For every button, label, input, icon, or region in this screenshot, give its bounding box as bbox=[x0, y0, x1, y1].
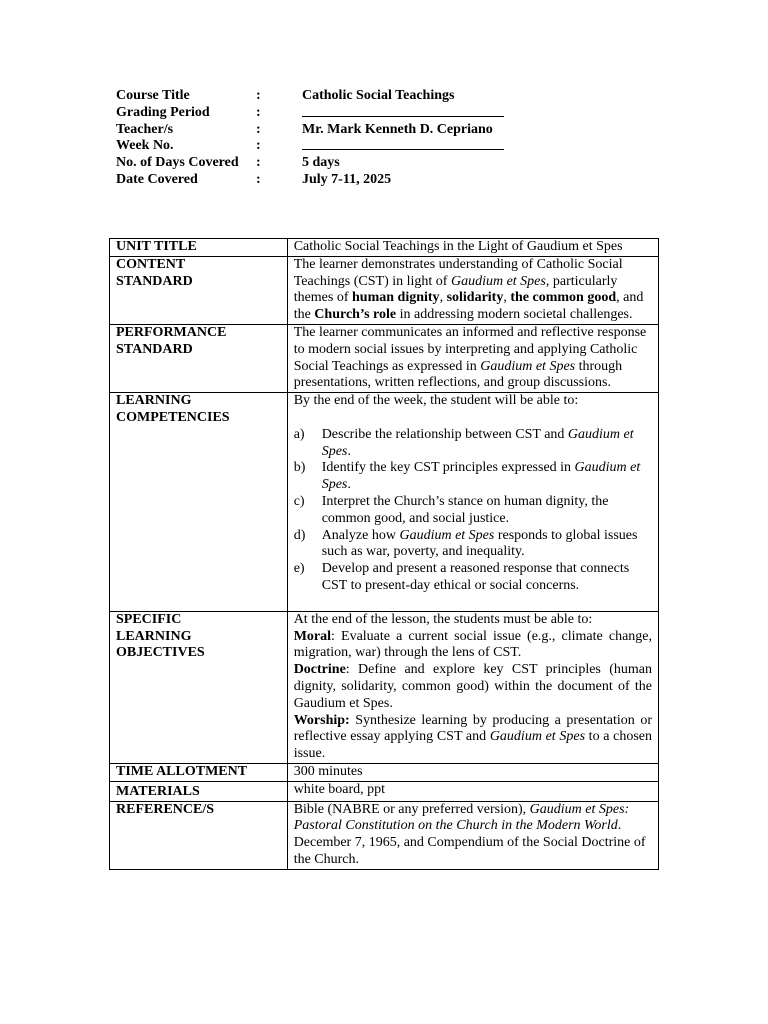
text-run: Bible (NABRE or any preferred version), bbox=[293, 801, 530, 817]
text-run: through presentations, written reflections, and group discussions. bbox=[293, 358, 623, 391]
label-line: LEARNING bbox=[116, 628, 192, 644]
learning-competencies-label bbox=[110, 393, 288, 612]
colon: : bbox=[256, 171, 261, 187]
unit-title-value: Catholic Social Teachings in the Light of Gaudium et Spes bbox=[287, 239, 658, 257]
label-line: SPECIFIC bbox=[116, 611, 182, 627]
performance-standard-text bbox=[287, 324, 658, 392]
objective-worship bbox=[294, 713, 652, 763]
text-run: The learner demonstrates understanding of Catholic Social Teachings (CST) in light of bbox=[293, 256, 623, 289]
objective-doctrine bbox=[294, 662, 652, 712]
grading-period-label: Grading Period bbox=[116, 104, 210, 120]
italic-run: Gaudium et Spes bbox=[480, 358, 576, 374]
specific-objectives-row bbox=[110, 611, 659, 763]
label-line: LEARNING bbox=[116, 393, 192, 409]
course-header bbox=[116, 88, 636, 189]
list-marker: b) bbox=[293, 460, 306, 476]
days-covered-label: No. of Days Covered bbox=[116, 155, 239, 171]
label-line: CONTENT bbox=[116, 256, 186, 272]
text-run: Synthesize learning by producing a presentation or reflective essay applying CST and bbox=[293, 712, 652, 745]
blank-line bbox=[302, 105, 504, 117]
colon: : bbox=[256, 104, 261, 120]
text-run: Analyze how bbox=[321, 527, 400, 543]
text-run: , bbox=[503, 290, 511, 306]
learning-competencies-text bbox=[287, 393, 658, 612]
performance-standard-row bbox=[110, 324, 659, 392]
specific-objectives-text bbox=[287, 611, 658, 763]
teacher-row bbox=[116, 122, 636, 139]
week-no-row bbox=[116, 138, 636, 155]
text-run: : Evaluate a current social issue (e.g., climate change, migration, war) through the lens of CST. bbox=[293, 628, 652, 661]
list-marker: c) bbox=[293, 493, 305, 509]
list-item bbox=[294, 561, 652, 595]
spacer bbox=[294, 595, 652, 611]
list-item bbox=[294, 427, 652, 461]
text-run: The learner communicates an informed and reflective response to modern social issues by interpreting and applying Catholic Social Teachings as expressed in bbox=[293, 324, 647, 374]
colon: : bbox=[256, 88, 261, 103]
week-no-blank bbox=[302, 138, 636, 155]
grading-period-blank bbox=[302, 105, 636, 122]
unit-title-row bbox=[110, 239, 659, 257]
text-run: responds to global issues such as war, poverty, and inequality. bbox=[321, 527, 638, 560]
date-covered-value: July 7-11, 2025 bbox=[302, 171, 392, 187]
text-run: . December 7, 1965, and Compendium of the Social Doctrine of the Church. bbox=[293, 818, 646, 867]
references-label: REFERENCE/S bbox=[110, 801, 288, 869]
label-line: PERFORMANCE bbox=[116, 324, 227, 340]
text-run: Interpret the Church’s stance on human dignity, the common good, and social justice. bbox=[321, 493, 609, 526]
lesson-plan-table bbox=[109, 238, 659, 870]
list-item bbox=[294, 460, 652, 494]
week-no-label: Week No. bbox=[116, 138, 174, 154]
bold-run: Moral bbox=[293, 628, 332, 644]
content-standard-label bbox=[110, 256, 288, 324]
bold-run: Worship: bbox=[293, 712, 350, 728]
text-run: , bbox=[439, 290, 447, 306]
text-run: , particularly themes of bbox=[293, 273, 618, 306]
bold-run: Church’s role bbox=[314, 307, 397, 323]
list-marker: a) bbox=[293, 426, 305, 442]
italic-run: Gaudium et Spes bbox=[321, 460, 641, 493]
days-covered-value: 5 days bbox=[302, 155, 340, 171]
italic-run: Gaudium et Spes bbox=[489, 729, 586, 745]
italic-run: Gaudium et Spes bbox=[399, 527, 495, 543]
text-run: . bbox=[347, 477, 351, 493]
bold-run: Doctrine bbox=[293, 662, 346, 678]
date-covered-label: Date Covered bbox=[116, 171, 198, 187]
materials-row bbox=[110, 781, 659, 801]
time-allotment-row bbox=[110, 763, 659, 781]
text-run: Identify the key CST principles expressed in bbox=[321, 460, 575, 476]
text-run: Describe the relationship between CST and bbox=[321, 426, 568, 442]
italic-run: Gaudium et Spes: Pastoral Constitution on the Church in the Modern World bbox=[293, 801, 630, 834]
colon: : bbox=[256, 155, 261, 171]
grading-period-row bbox=[116, 105, 636, 122]
label-line: OBJECTIVES bbox=[116, 645, 205, 661]
days-covered-row bbox=[116, 155, 636, 172]
references-text bbox=[287, 801, 658, 869]
list-item bbox=[294, 528, 652, 562]
bold-run: solidarity bbox=[446, 290, 504, 306]
label-line: COMPETENCIES bbox=[116, 409, 230, 425]
italic-run: Gaudium et Spes bbox=[450, 273, 546, 289]
specific-objectives-label bbox=[110, 611, 288, 763]
bold-run: human dignity bbox=[352, 290, 440, 306]
objectives-intro: At the end of the lesson, the students must be able to: bbox=[293, 611, 593, 627]
time-allotment-label: TIME ALLOTMENT bbox=[110, 763, 288, 781]
teacher-value: Mr. Mark Kenneth D. Cepriano bbox=[302, 121, 493, 137]
list-marker: d) bbox=[293, 527, 306, 543]
bold-run: the common good bbox=[510, 290, 617, 306]
competencies-intro: By the end of the week, the student will be able to: bbox=[293, 393, 579, 409]
blank-line bbox=[302, 138, 504, 150]
objective-moral bbox=[294, 629, 652, 663]
references-row bbox=[110, 801, 659, 869]
colon: : bbox=[256, 121, 261, 137]
materials-value: white board, ppt bbox=[287, 781, 658, 801]
course-title-label: Course Title bbox=[116, 88, 190, 103]
performance-standard-label bbox=[110, 324, 288, 392]
content-standard-row bbox=[110, 256, 659, 324]
list-item bbox=[294, 494, 652, 528]
content-standard-text bbox=[287, 256, 658, 324]
label-line: STANDARD bbox=[116, 273, 193, 289]
materials-label: MATERIALS bbox=[110, 781, 288, 801]
text-run: to a chosen issue. bbox=[293, 729, 652, 762]
text-run: , and the bbox=[293, 290, 644, 323]
label-line: STANDARD bbox=[116, 341, 193, 357]
text-run: : Define and explore key CST principles (human dignity, solidarity, common good) within the document of the Gaudium et Spes. bbox=[293, 662, 652, 711]
course-title-value: Catholic Social Teachings bbox=[302, 88, 455, 103]
italic-run: Gaudium et Spes bbox=[321, 426, 634, 459]
course-title-row bbox=[116, 88, 636, 105]
unit-title-label: UNIT TITLE bbox=[110, 239, 288, 257]
time-allotment-value: 300 minutes bbox=[287, 763, 658, 781]
colon: : bbox=[256, 138, 261, 154]
text-run: . bbox=[347, 443, 351, 459]
list-marker: e) bbox=[293, 561, 305, 577]
date-covered-row bbox=[116, 172, 636, 189]
teacher-label: Teacher/s bbox=[116, 121, 174, 137]
competencies-list bbox=[294, 427, 652, 595]
text-run: Develop and present a reasoned response that connects CST to present-day ethical or social concerns. bbox=[321, 561, 630, 593]
text-run: in addressing modern societal challenges. bbox=[396, 307, 633, 323]
learning-competencies-row bbox=[110, 393, 659, 612]
